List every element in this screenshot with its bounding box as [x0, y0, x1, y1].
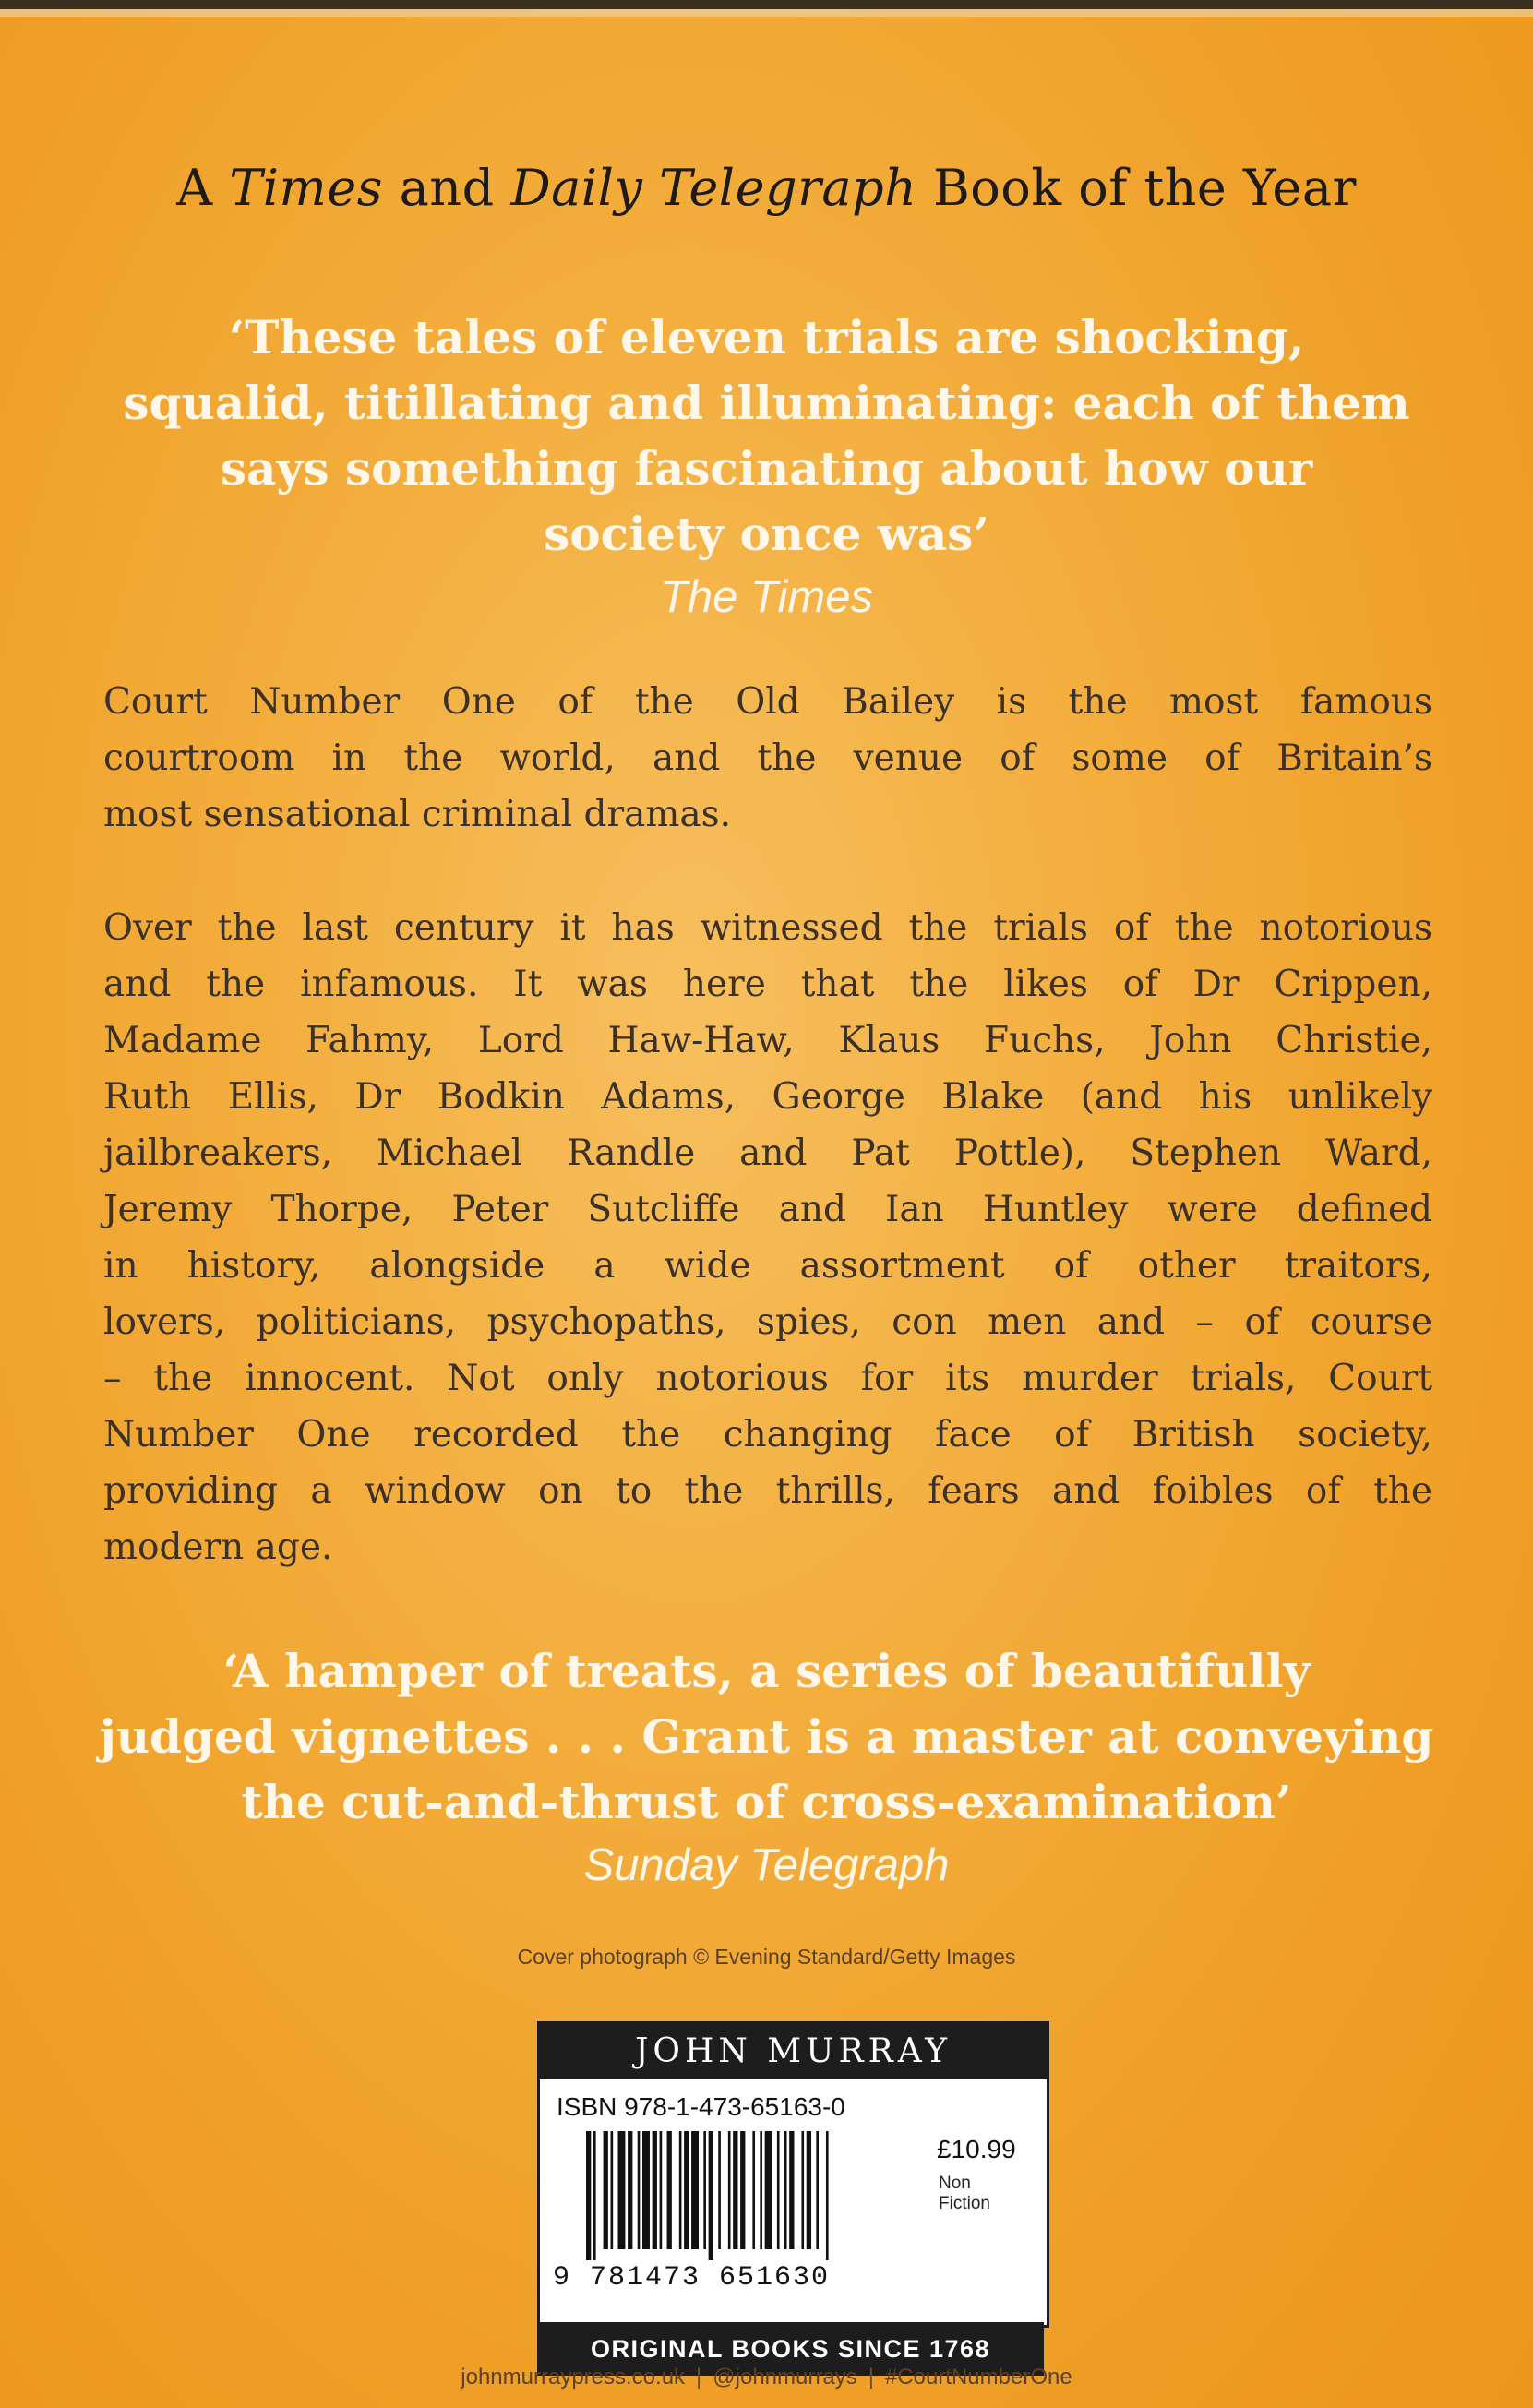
barcode-bar: [784, 2131, 787, 2249]
blurb-line: Jeremy Thorpe, Peter Sutcliffe and Ian Huntley were defined: [103, 1189, 1432, 1230]
quote-line: ‘A hamper of treats, a series of beautifully: [222, 1644, 1311, 1698]
blurb-line: Court Number One of the Old Bailey is the most famous: [103, 681, 1432, 723]
category-label: [939, 2174, 1022, 2214]
barcode-bar: [718, 2131, 721, 2249]
barcode-bar: [642, 2131, 650, 2249]
blurb-line: modern age.: [103, 1527, 333, 1568]
accolade-telegraph: Daily Telegraph: [510, 159, 917, 217]
publisher-name: JOHN MURRAY: [540, 2024, 1047, 2079]
footer-separator: |: [696, 2365, 702, 2390]
hashtag[interactable]: #CourtNumberOne: [884, 2365, 1072, 2390]
review-quote-times: [55, 305, 1478, 628]
review-quote-sunday-telegraph: [55, 1638, 1478, 1896]
blurb-line: in history, alongside a wide assortment of other traitors,: [103, 1245, 1432, 1287]
blurb-paragraph-1: [103, 674, 1432, 843]
barcode-bar: [617, 2131, 625, 2249]
blurb-line: – the innocent. Not only notorious for its murder trials, Court: [103, 1358, 1432, 1399]
barcode-bar: [709, 2131, 713, 2260]
barcode-bar: [807, 2131, 811, 2249]
barcode-bar: [760, 2131, 762, 2249]
quote-line: squalid, titillating and illuminating: each of them: [123, 376, 1410, 430]
barcode-bar: [611, 2131, 614, 2249]
footer-links: [0, 2365, 1533, 2390]
blurb-line: Ruth Ellis, Dr Bodkin Adams, George Blake (and his unlikely: [103, 1076, 1432, 1118]
category-line: Fiction: [939, 2194, 990, 2213]
barcode-bar: [660, 2131, 663, 2249]
barcode-bar: [777, 2131, 780, 2249]
accolade-part1: A: [176, 159, 230, 217]
barcode-bar: [728, 2131, 731, 2249]
barcode-bar: [733, 2131, 737, 2249]
barcode-bar: [628, 2131, 632, 2249]
blurb-line: Number One recorded the changing face of British society,: [103, 1414, 1432, 1456]
barcode-bar: [801, 2131, 804, 2249]
price-label: £10.99: [937, 2135, 1016, 2163]
barcode-bar: [826, 2131, 829, 2260]
barcode-bar: [789, 2131, 794, 2249]
blurb-line: lovers, politicians, psychopaths, spies, con men and – of course: [103, 1301, 1432, 1343]
barcode-bar: [653, 2131, 657, 2249]
barcode-digits: 9 781473 651630: [553, 2262, 831, 2294]
blurb-line: and the infamous. It was here that the likes of Dr Crippen,: [103, 964, 1432, 1005]
quote-line: the cut-and-thrust of cross-examination’: [241, 1775, 1292, 1829]
blurb-line: Over the last century it has witnessed the trials of the notorious: [103, 907, 1432, 949]
barcode-bar: [765, 2131, 772, 2249]
barcode-bar: [816, 2131, 819, 2249]
barcode-bar: [604, 2131, 608, 2249]
quote-line: judged vignettes . . . Grant is a master at conveying: [99, 1709, 1434, 1764]
quote-line: says something fascinating about how our: [220, 441, 1313, 496]
quote-line: ‘These tales of eleven trials are shocking,: [228, 310, 1305, 365]
accolade-part2: and: [382, 159, 511, 217]
cover-top-edge-highlight: [0, 9, 1533, 17]
cover-top-edge: [0, 0, 1533, 9]
social-handle[interactable]: @johnmurrays: [713, 2365, 857, 2390]
barcode-bar: [684, 2131, 689, 2249]
barcode-bar: [667, 2131, 672, 2249]
blurb-paragraph-2: [103, 900, 1432, 1575]
barcode-bar: [691, 2131, 699, 2249]
blurb-line: jailbreakers, Michael Randle and Pat Pottle), Stephen Ward,: [103, 1132, 1432, 1174]
blurb-line: Madame Fahmy, Lord Haw-Haw, Klaus Fuchs, John Christie,: [103, 1020, 1432, 1061]
quote-line: society once was’: [544, 507, 989, 561]
barcode-bar: [703, 2131, 706, 2249]
accolade-part3: Book of the Year: [916, 159, 1357, 217]
category-line: Non: [939, 2174, 971, 2193]
quote-source: The Times: [659, 572, 873, 622]
photo-credit: Cover photograph © Evening Standard/Getty Images: [517, 1945, 1016, 1969]
barcode-bar: [586, 2131, 591, 2260]
series-slogan: ORIGINAL BOOKS SINCE 1768: [537, 2322, 1044, 2376]
isbn-label: ISBN 978-1-473-65163-0: [557, 2092, 845, 2121]
blurb-line: providing a window on to the thrills, fears and foibles of the: [103, 1470, 1432, 1512]
footer-separator: |: [868, 2365, 874, 2390]
barcode-bar: [679, 2131, 682, 2249]
barcode-panel: [537, 2021, 1049, 2328]
barcode-bar: [740, 2131, 745, 2249]
blurb-line: courtroom in the world, and the venue of some of Britain’s: [103, 737, 1432, 779]
accolade-heading: [0, 159, 1533, 217]
blurb-line: most sensational criminal dramas.: [103, 794, 732, 835]
website-link[interactable]: johnmurraypress.co.uk: [461, 2365, 686, 2390]
barcode-bar: [638, 2131, 641, 2249]
accolade-times: Times: [229, 159, 383, 217]
barcode-bar: [752, 2131, 755, 2249]
barcode-bars: [586, 2131, 974, 2260]
barcode-bar: [593, 2131, 596, 2260]
quote-source: Sunday Telegraph: [583, 1840, 950, 1890]
